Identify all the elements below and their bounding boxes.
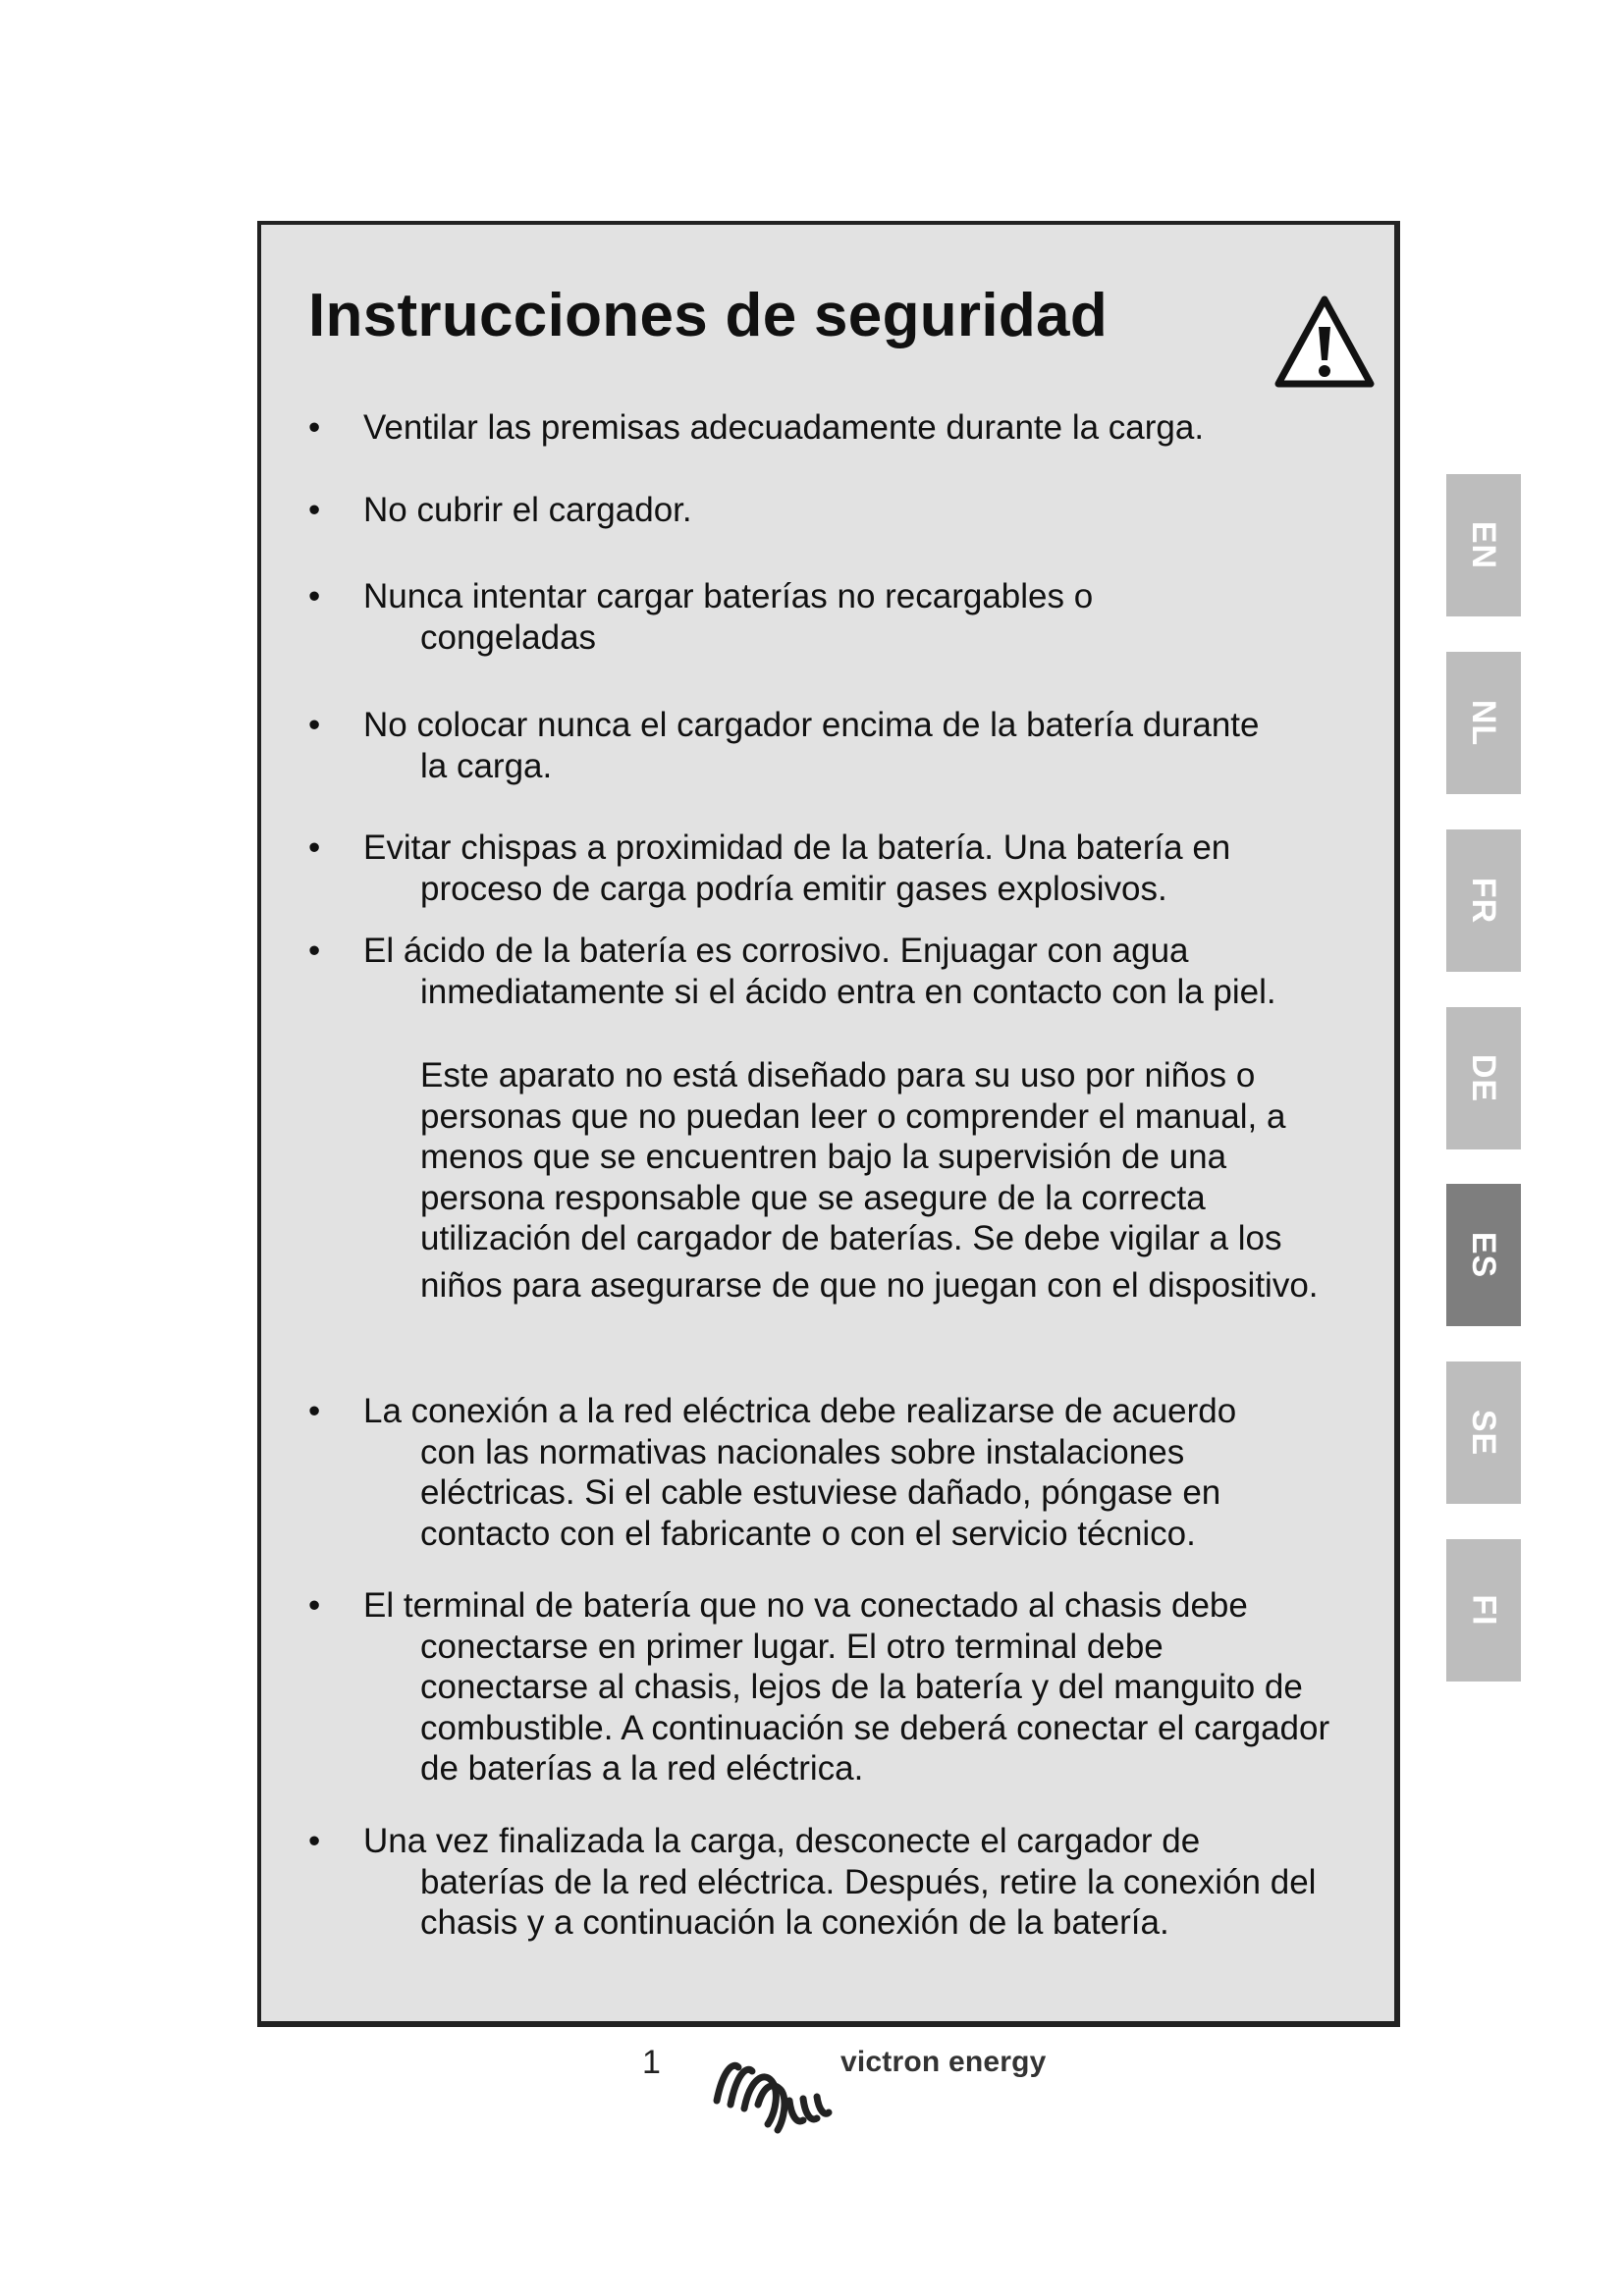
list-item: • El ácido de la batería es corrosivo. Enjuagar con agua inmediatamente si el ácido entra en contacto con la piel. [308, 932, 1276, 1011]
bullet: • [308, 932, 321, 970]
children-warning-note: Este aparato no está diseñado para su uso por niños o personas que no puedan leer o comprender el manual, a menos que se encuentren bajo la supervisión de una persona responsable que se asegure de la correcta utilización del cargador de baterías. Se debe vigilar a los niños para asegurarse de que no juegan con el dispositivo. [420, 1056, 1319, 1305]
list-item: • No colocar nunca el cargador encima de la batería durante la carga. [308, 706, 1260, 785]
list-item: • Evitar chispas a proximidad de la batería. Una batería en proceso de carga podría emitir gases explosivos. [308, 828, 1231, 908]
bullet: • [308, 828, 321, 867]
tab-language-nl[interactable]: NL [1446, 652, 1521, 794]
tab-language-es[interactable]: ES [1446, 1184, 1521, 1326]
tab-language-de[interactable]: DE [1446, 1007, 1521, 1149]
page-title: Instrucciones de seguridad [308, 282, 1109, 349]
list-item: • El terminal de batería que no va conectado al chasis debe conectarse en primer lugar. El otro terminal debe conectarse al chasis, lejos de la batería y del manguito de combustible. A continuación se deberá conectar el cargador de baterías a la red eléctrica. [308, 1586, 1330, 1788]
list-item: • La conexión a la red eléctrica debe realizarse de acuerdo con las normativas nacionales sobre instalaciones eléctricas. Si el cable estuviese dañado, póngase en contacto con el fabricante o con el servicio técnico. [308, 1392, 1237, 1553]
bullet: • [308, 1392, 321, 1430]
tab-language-se[interactable]: SE [1446, 1362, 1521, 1504]
bullet: • [308, 706, 321, 744]
list-item: • No cubrir el cargador. [308, 491, 692, 529]
tab-language-en[interactable]: EN [1446, 474, 1521, 616]
list-item: • Una vez finalizada la carga, desconecte el cargador de baterías de la red eléctrica. Después, retire la conexión del chasis y a continuación la conexión de la batería. [308, 1822, 1317, 1942]
list-item: • Ventilar las premisas adecuadamente durante la carga. [308, 408, 1205, 447]
victron-logo-icon [709, 2042, 835, 2136]
list-item: • Nunca intentar cargar baterías no recargables o congeladas [308, 577, 1094, 657]
bullet: • [308, 1586, 321, 1625]
warning-triangle-icon [1272, 294, 1377, 392]
page-number: 1 [642, 2044, 661, 2081]
bullet: • [308, 577, 321, 615]
safety-panel [257, 221, 1400, 2027]
tab-language-fi[interactable]: FI [1446, 1539, 1521, 1682]
bullet: • [308, 408, 321, 447]
tab-language-fr[interactable]: FR [1446, 829, 1521, 972]
brand-name: victron energy [840, 2046, 1047, 2078]
bullet: • [308, 1822, 321, 1860]
bullet: • [308, 491, 321, 529]
